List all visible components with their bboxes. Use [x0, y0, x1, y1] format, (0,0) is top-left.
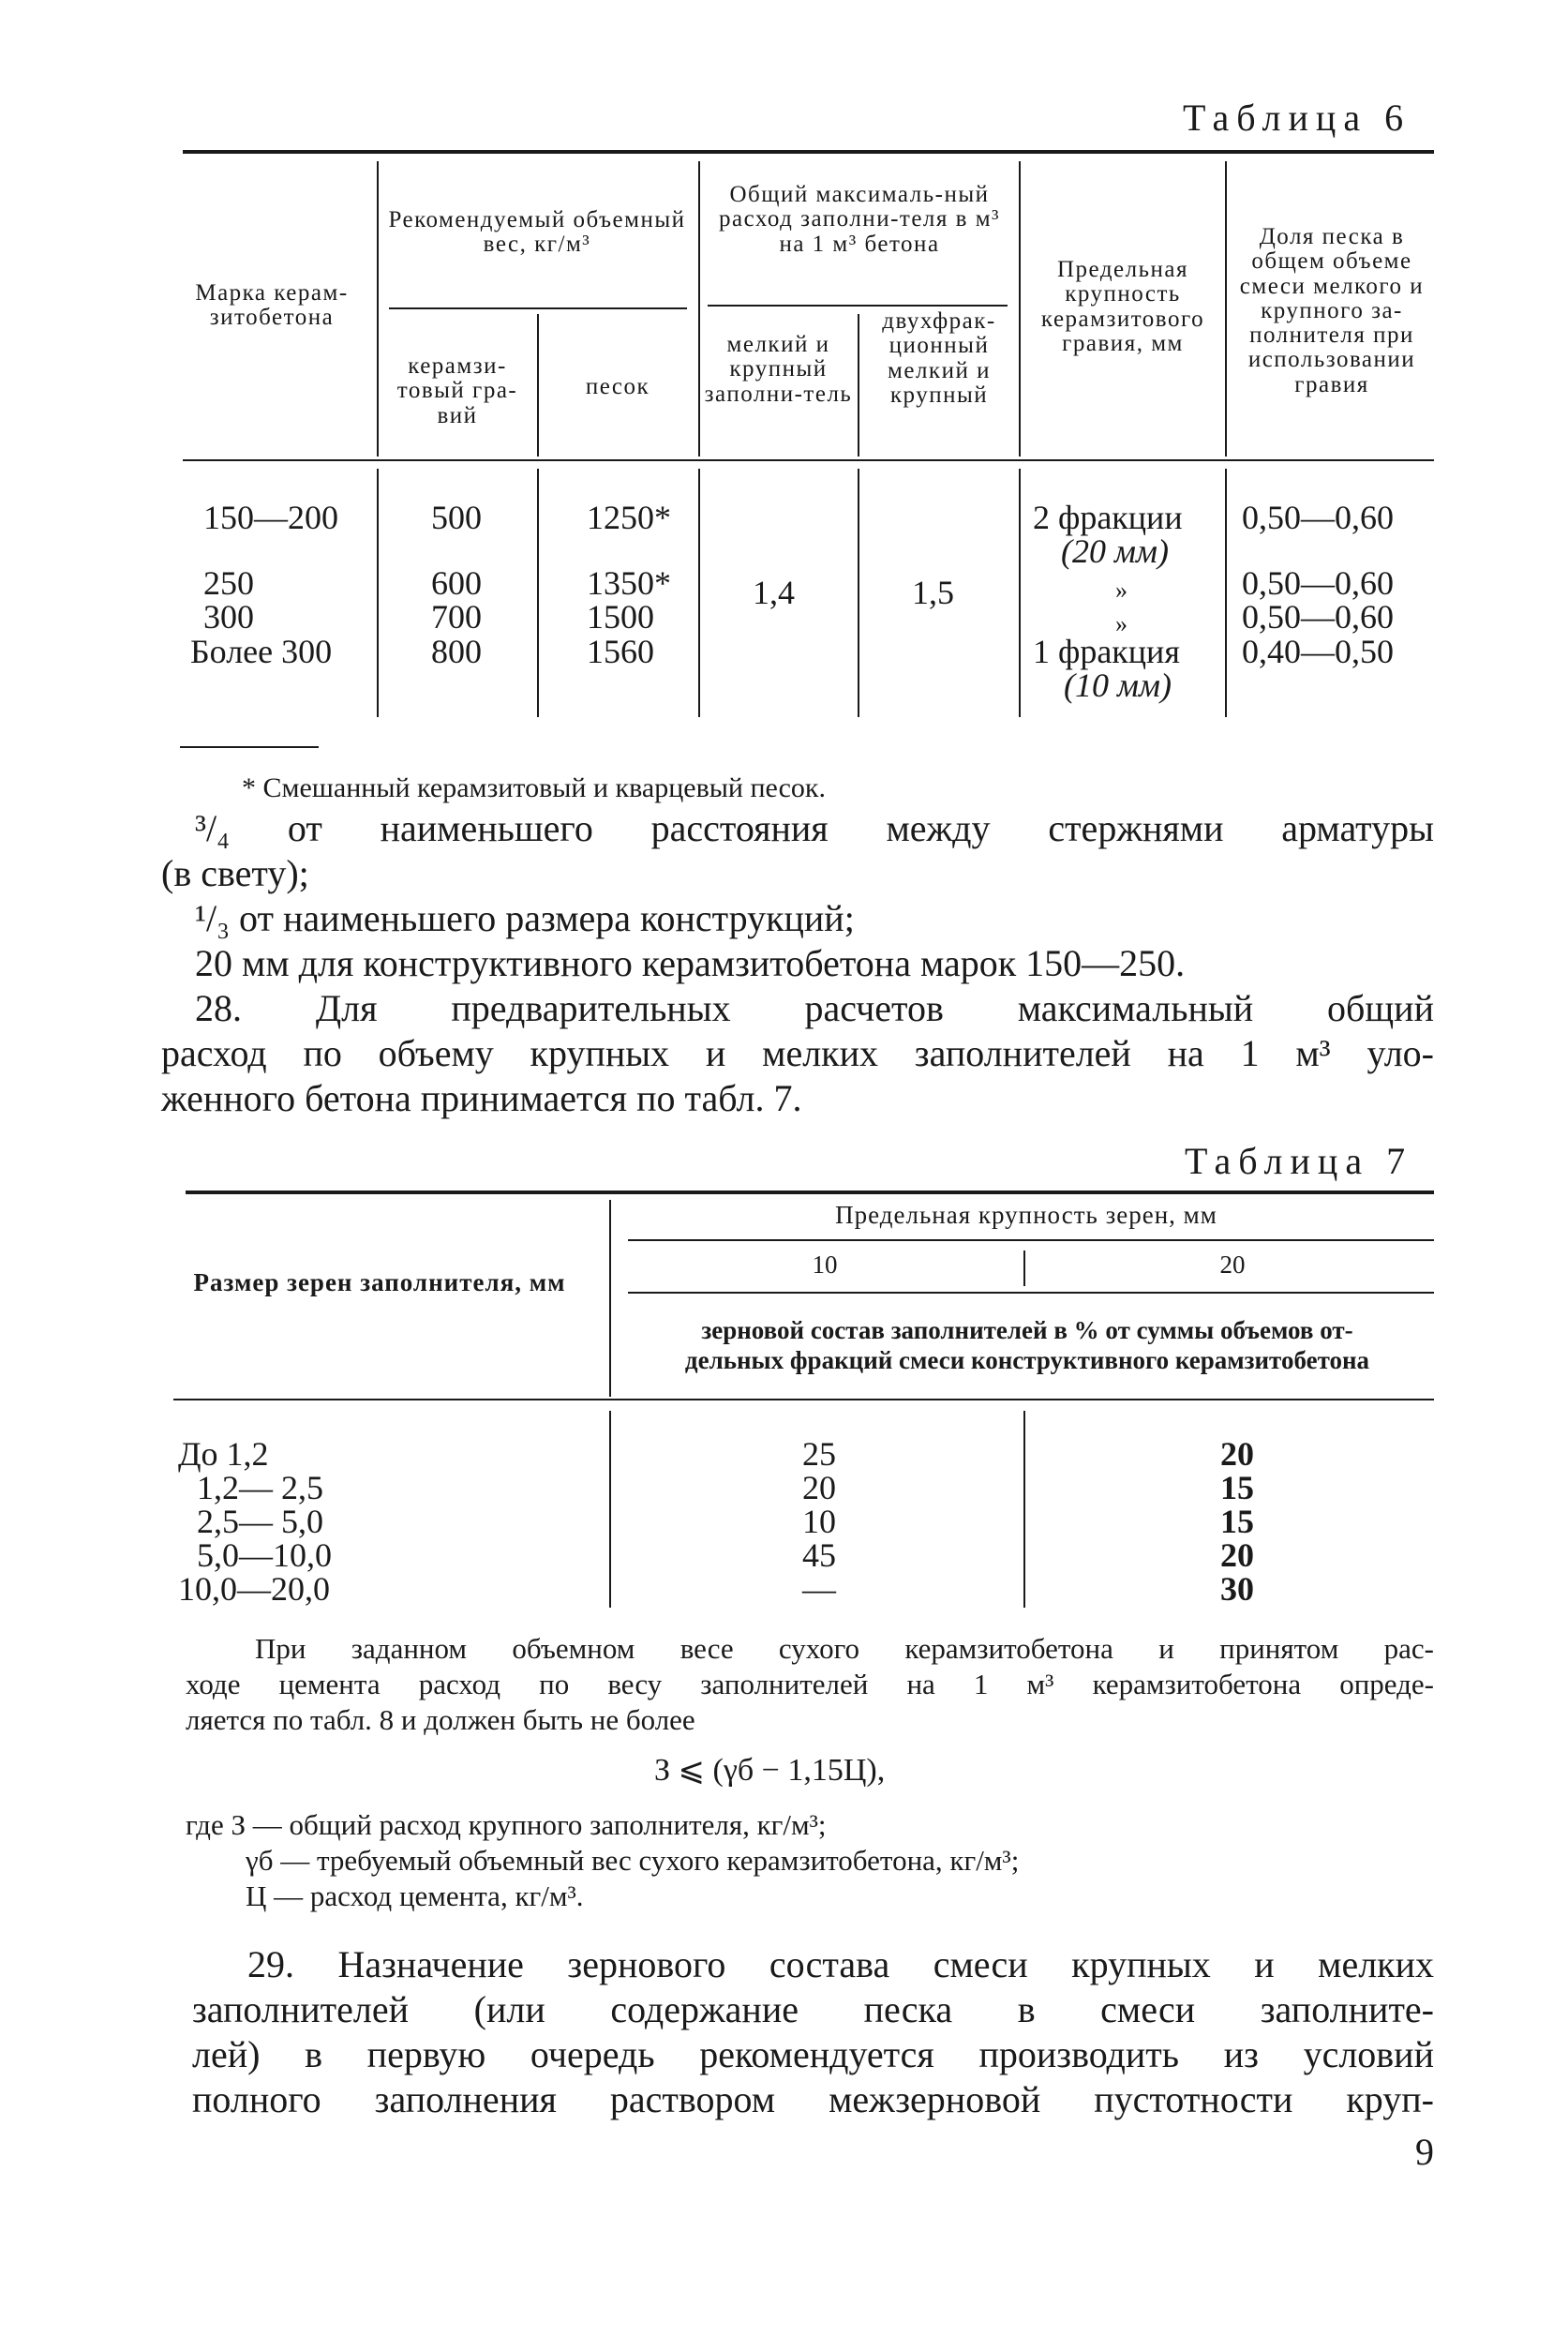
table7-cell-20: 15	[1220, 1469, 1254, 1506]
table6-vline	[858, 469, 859, 717]
table6-vline	[1019, 161, 1021, 457]
table6-vline	[1225, 469, 1227, 717]
paragraph-29-line: полного заполнения раствором межзерновой пустотности круп-	[192, 2078, 1434, 2120]
paragraph-28-line: расход по объему крупных и мелких заполнителей на 1 м³ уло-	[161, 1032, 1434, 1074]
table6-vline	[858, 314, 859, 457]
table7-vline	[609, 1411, 611, 1608]
table6-cell-share: 0,40—0,50	[1242, 633, 1394, 670]
table7-cell-20: 15	[1220, 1503, 1254, 1540]
page-number: 9	[1415, 2131, 1434, 2173]
table6-cell-size: »	[1115, 610, 1127, 637]
table6-cell-gravel: 700	[431, 598, 482, 636]
table7-cell-grain: 10,0—20,0	[178, 1570, 330, 1608]
paragraph-29-line: 29. Назначение зернового состава смеси крупных и мелких	[247, 1943, 1434, 1985]
formula-explanation: Ц — расход цемента, кг/м³.	[246, 1879, 584, 1912]
paragraph-29-line: заполнителей (или содержание песка в смеси заполните-	[192, 1988, 1434, 2030]
table7-header-grain: Размер зерен заполнителя, мм	[193, 1268, 566, 1296]
table6-cell-two-fraction: 1,5	[912, 574, 954, 611]
footnote-rule	[180, 746, 319, 748]
table6-cell-gravel: 600	[431, 564, 482, 602]
table7-cell-20: 20	[1220, 1536, 1254, 1574]
table6-header-rule	[183, 459, 1434, 461]
table7-vline	[1023, 1250, 1025, 1286]
table6-vline	[698, 161, 700, 457]
table7-cell-10: 25	[802, 1435, 836, 1473]
table6-caption: Таблица 6	[1183, 97, 1411, 139]
table6-header-total: Общий максималь-ный расход заполни-теля в м³ на 1 м³ бетона	[718, 182, 1001, 257]
paragraph-28-line: 28. Для предварительных расчетов максимальный общий	[195, 987, 1434, 1029]
table6-header-gravel: керамзи-товый гра-вий	[396, 353, 518, 428]
table6-top-rule	[183, 150, 1434, 154]
table6-subheader-rule	[389, 307, 687, 309]
formula-explanation: где З — общий расход крупного заполнителя, кг/м³;	[186, 1808, 827, 1841]
table7-header-rule	[173, 1399, 1434, 1400]
table7-header-desc-line: дельных фракций смеси конструктивного керамзитобетона	[684, 1346, 1370, 1374]
table6-vline	[537, 469, 539, 717]
table6-cell-gravel: 800	[431, 633, 482, 670]
paragraph-28-line: женного бетона принимается по табл. 7.	[161, 1077, 802, 1119]
table6-header-recommended	[382, 208, 692, 258]
table6-cell-size: 2 фракции	[1033, 499, 1183, 536]
table7-subheader-rule	[628, 1239, 1434, 1241]
table7-cell-20: 20	[1220, 1435, 1254, 1473]
table6-cell-sand: 1560	[587, 633, 654, 670]
formula-explanation: γб — требуемый объемный вес сухого керамзитобетона, кг/м³;	[246, 1844, 1020, 1877]
table7-header-desc	[620, 1315, 1434, 1375]
table6-header-two-fraction: двухфрак-ционный мелкий и крупный	[882, 308, 996, 408]
table6-cell-sand: 1250*	[587, 499, 671, 536]
table6-cell-share: 0,50—0,60	[1242, 564, 1394, 602]
table7-vline	[1023, 1411, 1025, 1608]
table6-cell-size: »	[1115, 577, 1127, 604]
table6-footnote: * Смешанный керамзитовый и кварцевый песок.	[242, 772, 826, 803]
table7-header-desc-line: зерновой состав заполнителей в % от суммы объемов от-	[701, 1316, 1353, 1344]
table6-vline	[537, 314, 539, 457]
table6-cell-gravel: 500	[431, 499, 482, 536]
table7-cell-grain: До 1,2	[178, 1435, 269, 1473]
table6-cell-share: 0,50—0,60	[1242, 499, 1394, 536]
table6-cell-size: 1 фракция	[1033, 633, 1180, 670]
table6-cell-sand: 1500	[587, 598, 654, 636]
table6-cell-mark: 300	[203, 598, 254, 636]
text-small-line: При заданном объемном весе сухого керамзитобетона и принятом рас-	[255, 1632, 1434, 1665]
text-small-line: ляется по табл. 8 и должен быть не более	[186, 1703, 695, 1736]
table7-cell-10: —	[802, 1570, 836, 1608]
table7-cell-grain: 5,0—10,0	[197, 1536, 332, 1574]
table7-cell-10: 20	[802, 1469, 836, 1506]
table7-header-col20: 20	[1219, 1250, 1246, 1279]
table6-header-recommended-text: Рекомендуемый объемный вес, кг/м³	[388, 207, 686, 258]
table6-vline	[1225, 161, 1227, 457]
table6-cell-size: (20 мм)	[1061, 532, 1169, 570]
table7-cell-10: 10	[802, 1503, 836, 1540]
table6-header-fine-coarse: мелкий и крупный заполни-тель	[704, 332, 853, 407]
table6-subheader-rule	[708, 305, 1008, 307]
text-line: ¹/₃ от наименьшего размера конструкций;	[195, 897, 855, 939]
table6-cell-mark: Более 300	[190, 633, 333, 670]
text-line: 20 мм для конструктивного керамзитобетона марок 150—250.	[195, 942, 1186, 984]
table7-top-rule	[186, 1190, 1434, 1194]
table6-cell-mark: 150—200	[203, 499, 338, 536]
table7-cell-grain: 2,5— 5,0	[197, 1503, 323, 1540]
table6-cell-sand: 1350*	[587, 564, 671, 602]
table7-cell-10: 45	[802, 1536, 836, 1574]
table7-subheader-rule	[628, 1292, 1434, 1294]
table7-header-col10: 10	[812, 1250, 838, 1279]
table7-header-max-size: Предельная крупность зерен, мм	[835, 1201, 1217, 1229]
table6-cell-size: (10 мм)	[1064, 666, 1172, 704]
table7-vline	[609, 1200, 611, 1397]
table6-vline	[377, 469, 379, 717]
table6-vline	[377, 161, 379, 457]
text-line: (в свету);	[161, 852, 309, 894]
table6-cell-share: 0,50—0,60	[1242, 598, 1394, 636]
text-line: ³/₄ от наименьшего расстояния между стержнями арматуры	[195, 807, 1434, 849]
table6-cell-mark: 250	[203, 564, 254, 602]
table7-cell-20: 30	[1220, 1570, 1254, 1608]
table6-cell-fine-coarse: 1,4	[753, 574, 795, 611]
formula: З ⩽ (γб − 1,15Ц),	[654, 1753, 886, 1788]
table6-header-mark: Марка керам-зитобетона	[195, 280, 349, 331]
table6-header-sand: песок	[585, 374, 650, 399]
table7-cell-grain: 1,2— 2,5	[197, 1469, 323, 1506]
table6-header-sand-share: Доля песка в общем объеме смеси мелкого и крупного за-полнителя при использовании гравия	[1239, 224, 1425, 397]
table6-vline	[1019, 469, 1021, 717]
table7-caption: Таблица 7	[1185, 1140, 1413, 1182]
table6-vline	[698, 469, 700, 717]
text-small-line: ходе цемента расход по весу заполнителей на 1 м³ керамзитобетона опреде-	[186, 1668, 1434, 1700]
paragraph-29-line: лей) в первую очередь рекомендуется производить из условий	[192, 2033, 1434, 2075]
table6-header-max-size: Предельная крупность керамзитового гравия, мм	[1040, 257, 1205, 356]
